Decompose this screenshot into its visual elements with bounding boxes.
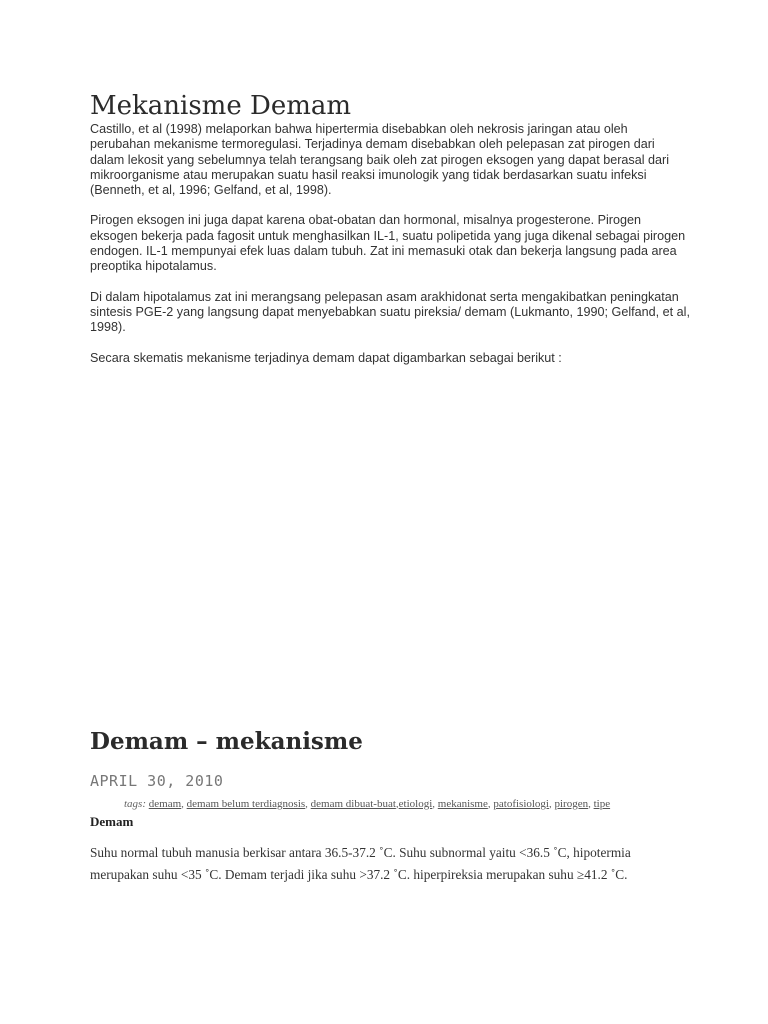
tags-label: tags: xyxy=(124,798,146,810)
tag-link[interactable]: mekanisme xyxy=(437,798,488,810)
article-title: Mekanisme Demam xyxy=(90,91,352,121)
body-text xyxy=(90,842,690,886)
paragraph-2: Pirogen eksogen ini juga dapat karena obat-obatan dan hormonal, misalnya progesterone. Pirogen eksogen bekerja pada fagosit untuk menghasilkan IL-1, suatu polipetida yang juga dikenal sebagai pirogen endogen. IL-1 mempunyai efek luas dalam tubuh. Zat ini memasuki otak dan bekerja langsung pada area preoptika hipotalamus. xyxy=(90,213,686,274)
post-title: Demam – mekanisme xyxy=(90,728,363,755)
post-date: APRIL 30, 2010 xyxy=(90,772,224,790)
tag-link[interactable]: pirogen xyxy=(554,798,589,810)
article-section-2 xyxy=(90,726,690,886)
paragraph-3: Di dalam hipotalamus zat ini merangsang pelepasan asam arakhidonat serta mengakibatkan peningkatan sintesis PGE-2 yang langsung dapat menyebabkan suatu pireksia/ demam (Lukmanto, 1990; Gelfand, et al, 1998). xyxy=(90,289,690,335)
paragraph-1: Castillo, et al (1998) melaporkan bahwa hipertermia disebabkan oleh nekrosis jaringan atau oleh perubahan mekanisme termoregulasi. Terjadinya demam disebabkan oleh pelepasan zat pirogen dari dalam lekosit yang sebelumnya telah terangsang baik oleh zat pirogen eksogen yang dapat berasal dari mikroorganisme atau merupakan suatu hasil reaksi imunologik yang tidak berdasarkan suatu infeksi (Benneth, et al, 1996; Gelfand, et al, 1998). xyxy=(90,122,669,198)
body-line: merupakan suhu <35 ˚C. Demam terjadi jika suhu >37.2 ˚C. hiperpireksia merupakan suhu ≥41.2 ˚C. xyxy=(90,867,628,882)
tags-list: tags: demam, demam belum terdiagnosis, demam dibuat-buat,etiologi, mekanisme, patofisiologi, pirogen, tipe xyxy=(124,798,611,810)
tag-link[interactable]: demam belum terdiagnosis xyxy=(186,798,306,810)
tag-link[interactable]: demam xyxy=(148,798,182,810)
tag-link[interactable]: etiologi xyxy=(398,798,433,810)
article-section-1 xyxy=(90,90,690,381)
tag-link[interactable]: tipe xyxy=(593,798,611,810)
paragraph-4: Secara skematis mekanisme terjadinya demam dapat digambarkan sebagai berikut : xyxy=(90,350,562,365)
tag-link[interactable]: demam dibuat-buat xyxy=(310,798,396,810)
subheading: Demam xyxy=(90,814,134,829)
tag-link[interactable]: patofisiologi xyxy=(493,798,549,810)
body-line: Suhu normal tubuh manusia berkisar antara 36.5-37.2 ˚C. Suhu subnormal yaitu <36.5 ˚C, hipotermia xyxy=(90,845,631,860)
